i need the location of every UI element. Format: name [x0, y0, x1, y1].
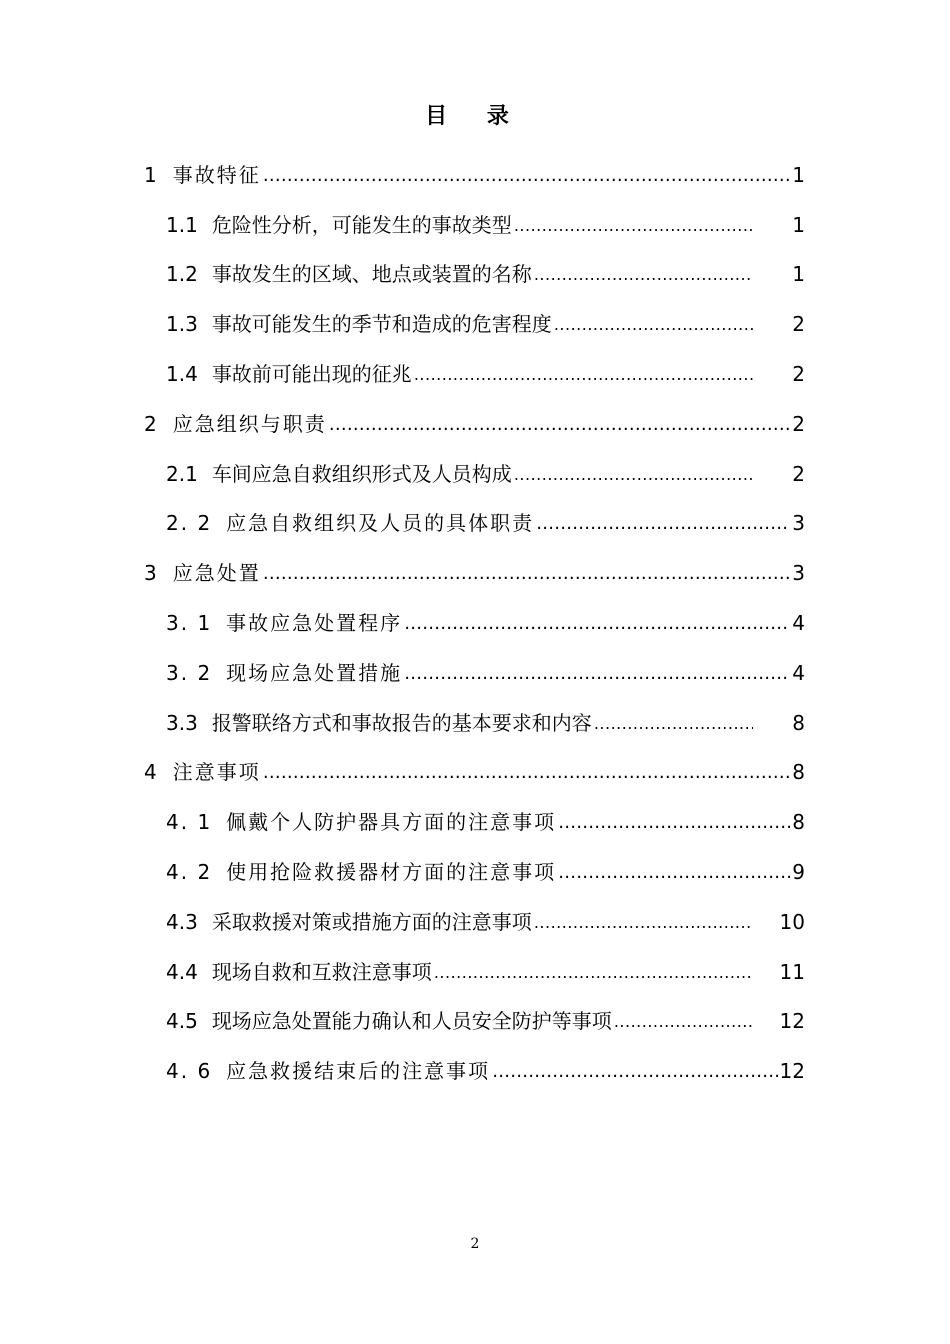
toc-dot-leader [434, 957, 753, 987]
toc-entry[interactable] [0, 897, 805, 947]
toc-entry-number: 2 [144, 411, 159, 436]
toc-entry-page: 8 [792, 760, 805, 785]
toc-dot-leader [404, 658, 790, 688]
toc-entry[interactable] [0, 299, 805, 349]
toc-entry-page: 3 [792, 561, 805, 586]
toc-entry-title: 事故应急处置程序 [226, 611, 403, 636]
toc-entry[interactable] [0, 1046, 805, 1096]
toc-entry-title: 事故可能发生的季节和造成的危害程度 [211, 312, 552, 337]
toc-entry-number: 4. 1 [166, 810, 213, 835]
toc-entry-page: 1 [792, 262, 805, 287]
toc-entry-number: 2.1 [166, 461, 198, 486]
toc-entry-title: 报警联络方式和事故报告的基本要求和内容 [211, 710, 592, 735]
toc-entry-number: 4. 6 [166, 1059, 213, 1084]
toc-entry-number: 1.4 [166, 362, 198, 387]
toc-entry-number: 1.3 [166, 312, 198, 337]
toc-dot-leader [594, 708, 753, 738]
toc-entry-number: 3.3 [166, 710, 198, 735]
toc-entry-title: 应急组织与职责 [172, 411, 327, 436]
toc-entry-page: 4 [792, 611, 805, 636]
toc-dot-leader [514, 210, 753, 240]
toc-entry-number: 2. 2 [166, 511, 213, 536]
toc-entry[interactable] [0, 399, 805, 449]
toc-entry-number: 3. 1 [166, 611, 213, 636]
toc-entry-page: 12 [779, 1009, 805, 1034]
toc-entry[interactable] [0, 748, 805, 798]
toc-entry[interactable] [0, 150, 805, 200]
toc-entry-page: 4 [792, 660, 805, 685]
toc-entry-title: 应急救援结束后的注意事项 [226, 1059, 491, 1084]
toc-entry[interactable] [0, 947, 805, 997]
toc-entry-title: 佩戴个人防护器具方面的注意事项 [226, 810, 557, 835]
toc-entry-title: 应急自救组织及人员的具体职责 [226, 511, 535, 536]
toc-dot-leader [614, 1006, 753, 1036]
toc-entry-page: 8 [792, 810, 805, 835]
toc-entry-number: 4 [144, 760, 159, 785]
toc-entry-number: 4.5 [166, 1009, 198, 1034]
toc-entry-page: 1 [792, 212, 805, 237]
table-of-contents [0, 150, 950, 1096]
toc-dot-leader [329, 409, 791, 439]
toc-entry-title: 采取救援对策或措施方面的注意事项 [211, 909, 532, 934]
toc-entry-page: 3 [792, 511, 805, 536]
toc-dot-leader [404, 608, 790, 638]
toc-entry-title: 事故特征 [172, 162, 261, 187]
toc-dot-leader [534, 259, 753, 289]
toc-dot-leader [536, 508, 790, 538]
toc-entry-title: 事故前可能出现的征兆 [211, 362, 412, 387]
toc-dot-leader [558, 807, 790, 837]
page-number: 2 [470, 1236, 480, 1252]
toc-entry[interactable] [0, 698, 805, 748]
toc-dot-leader [263, 757, 791, 787]
toc-entry[interactable] [0, 200, 805, 250]
toc-entry-number: 4.4 [166, 959, 198, 984]
toc-entry-title: 现场应急处置措施 [226, 660, 403, 685]
toc-entry-title: 危险性分析，可能发生的事故类型 [211, 212, 512, 237]
toc-entry-number: 3 [144, 561, 159, 586]
toc-entry-page: 2 [792, 411, 805, 436]
toc-entry[interactable] [0, 797, 805, 847]
toc-dot-leader [558, 857, 790, 887]
toc-dot-leader [263, 160, 791, 190]
toc-entry[interactable] [0, 499, 805, 549]
toc-entry-number: 1.2 [166, 262, 198, 287]
toc-entry-title: 应急处置 [172, 561, 261, 586]
toc-entry-title: 使用抢险救援器材方面的注意事项 [226, 860, 557, 885]
toc-entry-page: 2 [792, 362, 805, 387]
toc-entry-title: 现场自救和互救注意事项 [211, 959, 432, 984]
toc-dot-leader [554, 309, 753, 339]
toc-entry[interactable] [0, 349, 805, 399]
toc-entry-page: 2 [792, 461, 805, 486]
toc-entry-page: 2 [792, 312, 805, 337]
toc-dot-leader [534, 907, 753, 937]
toc-entry[interactable] [0, 548, 805, 598]
toc-entry[interactable] [0, 648, 805, 698]
toc-entry-page: 12 [779, 1059, 805, 1084]
toc-entry[interactable] [0, 598, 805, 648]
toc-dot-leader [492, 1056, 777, 1086]
toc-dot-leader [414, 359, 753, 389]
toc-dot-leader [263, 558, 791, 588]
toc-entry-page: 9 [792, 860, 805, 885]
toc-entry-number: 3. 2 [166, 660, 213, 685]
toc-entry[interactable] [0, 997, 805, 1047]
toc-entry-number: 1.1 [166, 212, 198, 237]
toc-entry-title: 车间应急自救组织形式及人员构成 [211, 461, 512, 486]
toc-entry-title: 事故发生的区域、地点或装置的名称 [211, 262, 532, 287]
toc-entry-page: 10 [779, 909, 805, 934]
toc-entry-page: 11 [779, 959, 805, 984]
toc-entry-page: 1 [792, 162, 805, 187]
toc-entry-title: 现场应急处置能力确认和人员安全防护等事项 [211, 1009, 612, 1034]
toc-entry-page: 8 [792, 710, 805, 735]
toc-entry-number: 4.3 [166, 909, 198, 934]
toc-entry[interactable] [0, 847, 805, 897]
toc-entry-number: 1 [144, 162, 159, 187]
toc-entry[interactable] [0, 449, 805, 499]
toc-entry[interactable] [0, 250, 805, 300]
toc-dot-leader [514, 459, 753, 489]
page-title: 目 录 [425, 104, 525, 129]
toc-entry-number: 4. 2 [166, 860, 213, 885]
toc-entry-title: 注意事项 [172, 760, 261, 785]
